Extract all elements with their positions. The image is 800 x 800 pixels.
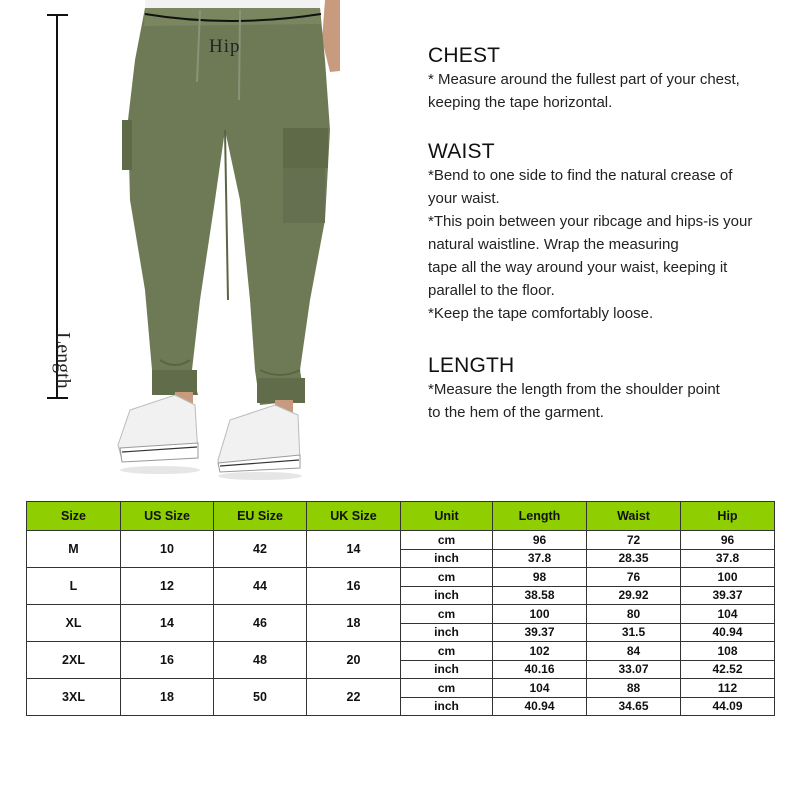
guide-section-length <box>428 354 720 424</box>
table-row <box>27 568 775 587</box>
cell-uk-size: 18 <box>307 605 401 642</box>
cell-unit: cm <box>401 605 493 624</box>
cell-length: 39.37 <box>493 623 587 642</box>
header-size: Size <box>27 502 121 531</box>
cell-size: L <box>27 568 121 605</box>
cell-unit: cm <box>401 642 493 661</box>
table-header-row <box>27 502 775 531</box>
cell-length: 40.16 <box>493 660 587 679</box>
length-marker-bottom <box>47 397 68 399</box>
cell-waist: 31.5 <box>587 623 681 642</box>
header-hip: Hip <box>681 502 775 531</box>
guide-title-waist: WAIST <box>428 140 495 163</box>
cell-length: 100 <box>493 605 587 624</box>
cell-eu-size: 48 <box>214 642 307 679</box>
cell-length: 40.94 <box>493 697 587 716</box>
cell-hip: 104 <box>681 605 775 624</box>
cell-uk-size: 22 <box>307 679 401 716</box>
header-length: Length <box>493 502 587 531</box>
cell-us-size: 12 <box>121 568 214 605</box>
cell-hip: 96 <box>681 531 775 550</box>
header-unit: Unit <box>401 502 493 531</box>
pants-image <box>100 0 340 480</box>
cell-size: XL <box>27 605 121 642</box>
cell-waist: 80 <box>587 605 681 624</box>
cell-waist: 33.07 <box>587 660 681 679</box>
cell-waist: 76 <box>587 568 681 587</box>
cell-unit: cm <box>401 679 493 698</box>
guide-section-waist <box>428 140 752 325</box>
guide-text: *Keep the tape comfortably loose. <box>428 305 654 322</box>
header-waist: Waist <box>587 502 681 531</box>
guide-text: keeping the tape horizontal. <box>428 94 613 111</box>
guide-text: *Measure the length from the shoulder point <box>428 381 720 398</box>
cell-length: 102 <box>493 642 587 661</box>
size-chart-table <box>26 501 775 716</box>
cell-size: M <box>27 531 121 568</box>
cell-length: 38.58 <box>493 586 587 605</box>
header-uk-size: UK Size <box>307 502 401 531</box>
cell-us-size: 14 <box>121 605 214 642</box>
cell-waist: 34.65 <box>587 697 681 716</box>
table-row <box>27 605 775 624</box>
guide-text: tape all the way around your waist, keeping it <box>428 259 728 276</box>
cell-waist: 84 <box>587 642 681 661</box>
cell-uk-size: 16 <box>307 568 401 605</box>
cell-hip: 108 <box>681 642 775 661</box>
cell-hip: 37.8 <box>681 549 775 568</box>
cell-hip: 39.37 <box>681 586 775 605</box>
guide-text: *Bend to one side to find the natural crease of <box>428 167 733 184</box>
cell-us-size: 18 <box>121 679 214 716</box>
cell-length: 98 <box>493 568 587 587</box>
guide-text: natural waistline. Wrap the measuring <box>428 236 679 253</box>
cell-us-size: 16 <box>121 642 214 679</box>
product-illustration <box>0 0 420 490</box>
cell-length: 96 <box>493 531 587 550</box>
cell-hip: 40.94 <box>681 623 775 642</box>
cell-size: 2XL <box>27 642 121 679</box>
guide-text: your waist. <box>428 190 500 207</box>
cell-unit: inch <box>401 660 493 679</box>
cell-length: 37.8 <box>493 549 587 568</box>
cell-unit: cm <box>401 531 493 550</box>
cell-size: 3XL <box>27 679 121 716</box>
cell-unit: inch <box>401 549 493 568</box>
cell-us-size: 10 <box>121 531 214 568</box>
cell-unit: inch <box>401 623 493 642</box>
cell-unit: inch <box>401 586 493 605</box>
cell-waist: 28.35 <box>587 549 681 568</box>
cell-hip: 44.09 <box>681 697 775 716</box>
table-row <box>27 642 775 661</box>
cell-eu-size: 44 <box>214 568 307 605</box>
cell-eu-size: 46 <box>214 605 307 642</box>
hip-label: Hip <box>209 36 241 57</box>
header-us-size: US Size <box>121 502 214 531</box>
cell-unit: cm <box>401 568 493 587</box>
table-row <box>27 679 775 698</box>
cell-waist: 88 <box>587 679 681 698</box>
cell-unit: inch <box>401 697 493 716</box>
guide-title-chest: CHEST <box>428 44 501 67</box>
cell-hip: 100 <box>681 568 775 587</box>
guide-text: *This poin between your ribcage and hips-is your <box>428 213 753 230</box>
guide-text: to the hem of the garment. <box>428 404 604 421</box>
guide-text: * Measure around the fullest part of your chest, <box>428 71 740 88</box>
guide-text: parallel to the floor. <box>428 282 555 299</box>
cell-waist: 29.92 <box>587 586 681 605</box>
header-eu-size: EU Size <box>214 502 307 531</box>
cell-eu-size: 50 <box>214 679 307 716</box>
cell-length: 104 <box>493 679 587 698</box>
guide-title-length: LENGTH <box>428 354 515 377</box>
cell-hip: 112 <box>681 679 775 698</box>
cell-hip: 42.52 <box>681 660 775 679</box>
cell-waist: 72 <box>587 531 681 550</box>
cell-uk-size: 20 <box>307 642 401 679</box>
cell-uk-size: 14 <box>307 531 401 568</box>
cell-eu-size: 42 <box>214 531 307 568</box>
table-row <box>27 531 775 550</box>
guide-section-chest <box>428 44 740 114</box>
length-label: Length <box>52 332 74 389</box>
